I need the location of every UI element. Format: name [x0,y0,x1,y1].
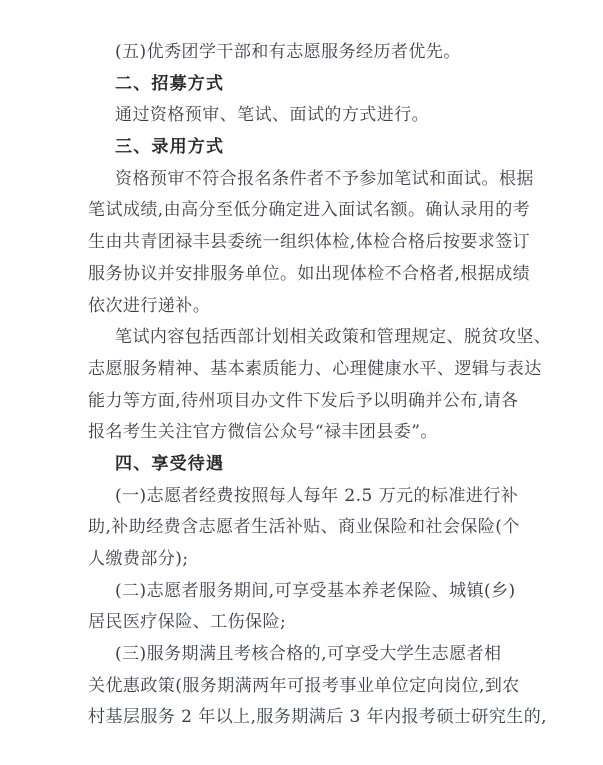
document-body [88,37,563,734]
document-line: 报名考生关注官方微信公众号“禄丰团县委”。 [88,422,438,443]
document-line: 通过资格预审、笔试、面试的方式进行。 [115,105,430,126]
document-line: (三)服务期满且考核合格的,可享受大学生志愿者相 [115,644,502,665]
document-line: 资格预审不符合报名条件者不予参加笔试和面试。根据 [115,168,534,189]
section-heading: 四、享受待遇 [115,453,225,474]
document-line: 生由共青团禄丰县委统一组织体检,体检合格后按要求签订 [88,232,531,253]
document-line: 笔试内容包括西部计划相关政策和管理规定、脱贫攻坚、 [115,327,552,348]
document-line: 村基层服务 2 年以上,服务期满后 3 年内报考硕士研究生的, [88,707,548,728]
document-line: 能力等方面,待州项目办文件下发后予以明确并公布,请各 [88,390,519,411]
section-heading: 三、录用方式 [115,137,225,158]
document-line: 服务协议并安排服务单位。如出现体检不合格者,根据成绩 [88,263,531,284]
section-heading: 二、招募方式 [115,73,225,94]
document-line: 依次进行递补。 [88,295,211,316]
document-line: 关优惠政策(服务期满两年可报考事业单位定向岗位,到农 [88,675,520,696]
document-line: (二)志愿者服务期间,可享受基本养老保险、城镇(乡) [115,580,516,601]
document-line: 志愿服务精神、基本素质能力、心理健康水平、逻辑与表达 [88,358,542,379]
document-line: 居民医疗保险、工伤保险; [88,612,287,633]
document-line: (五)优秀团学干部和有志愿服务经历者优先。 [115,42,461,62]
document-line: (一)志愿者经费按照每人每年 2.5 万元的标准进行补 [115,485,519,506]
document-line: 笔试成绩,由高分至低分确定进入面试名额。确认录用的考 [88,200,531,221]
document-line: 助,补助经费含志愿者生活补贴、商业保险和社会保险(个 [88,517,520,538]
document-line: 人缴费部分); [88,549,189,569]
